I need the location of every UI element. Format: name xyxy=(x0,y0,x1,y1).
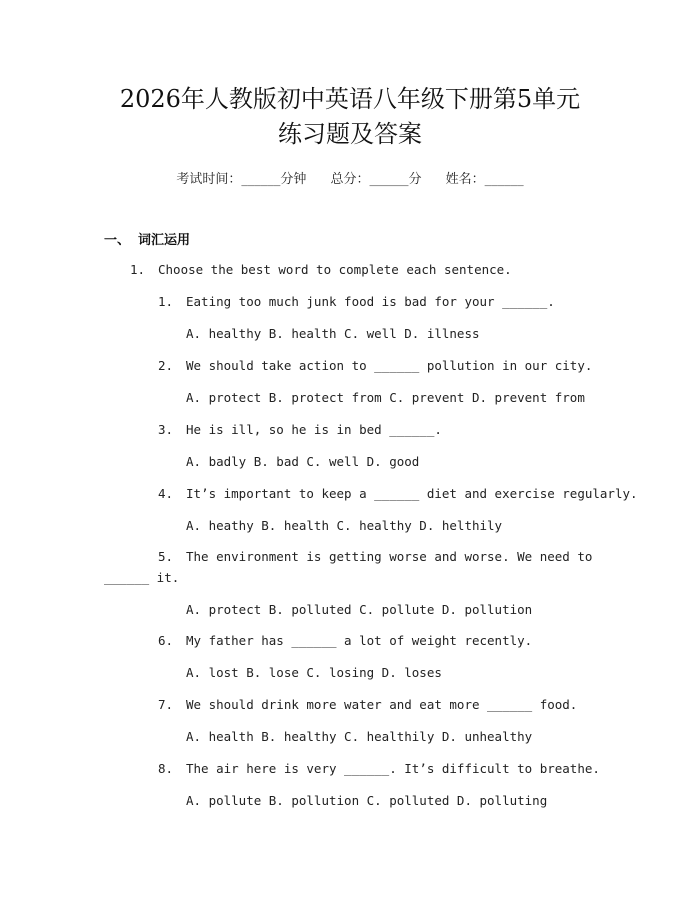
section-number: 一、 xyxy=(104,233,131,248)
exam-meta xyxy=(0,168,700,187)
question-text: We should take action to ______ pollution in our city. xyxy=(186,358,593,373)
question-2 xyxy=(158,358,592,373)
question-text: The air here is very ______. It’s difficult to breathe. xyxy=(186,761,600,776)
question-3 xyxy=(158,422,442,437)
instruction-number: 1. xyxy=(130,262,146,277)
question-text: Eating too much junk food is bad for your ______. xyxy=(186,294,555,309)
question-number: 1. xyxy=(158,294,174,309)
question-number: 6. xyxy=(158,633,174,648)
exam-name: 姓名：______ xyxy=(445,172,524,187)
question-4-options: A. heathy B. health C. healthy D. helthily xyxy=(186,518,503,533)
question-6 xyxy=(158,633,532,648)
question-number: 2. xyxy=(158,358,174,373)
instruction-text: Choose the best word to complete each sentence. xyxy=(158,262,512,277)
question-8-options: A. pollute B. pollution C. polluted D. polluting xyxy=(186,793,548,808)
question-3-options: A. badly B. bad C. well D. good xyxy=(186,454,420,469)
question-7-options: A. health B. healthy C. healthily D. unhealthy xyxy=(186,729,533,744)
section-heading xyxy=(104,229,190,248)
document-title-line2: 练习题及答案 xyxy=(278,120,422,148)
question-4 xyxy=(158,486,638,501)
question-number: 3. xyxy=(158,422,174,437)
question-number: 4. xyxy=(158,486,174,501)
question-7 xyxy=(158,697,577,712)
question-1 xyxy=(158,294,555,309)
question-8 xyxy=(158,761,600,776)
question-text: The environment is getting worse and worse. We need to xyxy=(186,549,593,564)
question-text: It’s important to keep a ______ diet and exercise regularly. xyxy=(186,486,638,501)
question-number: 8. xyxy=(158,761,174,776)
document-title-line1: 2026年人教版初中英语八年级下册第5单元 xyxy=(119,85,581,113)
question-5 xyxy=(158,549,592,564)
question-text: We should drink more water and eat more ______ food. xyxy=(186,697,578,712)
question-1-options: A. healthy B. health C. well D. illness xyxy=(186,326,480,341)
instruction xyxy=(130,262,512,277)
question-2-options: A. protect B. protect from C. prevent D. prevent from xyxy=(186,390,585,405)
exam-time: 考试时间：______分钟 xyxy=(176,172,307,187)
section-title: 词汇运用 xyxy=(138,233,191,248)
exam-score: 总分：______分 xyxy=(330,172,422,187)
question-5-options: A. protect B. polluted C. pollute D. pollution xyxy=(186,602,533,617)
question-5-continuation: ______ it. xyxy=(104,570,180,585)
question-text: He is ill, so he is in bed ______. xyxy=(186,422,442,437)
question-text: My father has ______ a lot of weight recently. xyxy=(186,633,533,648)
question-6-options: A. lost B. lose C. losing D. loses xyxy=(186,665,442,680)
question-number: 5. xyxy=(158,549,174,564)
question-number: 7. xyxy=(158,697,174,712)
